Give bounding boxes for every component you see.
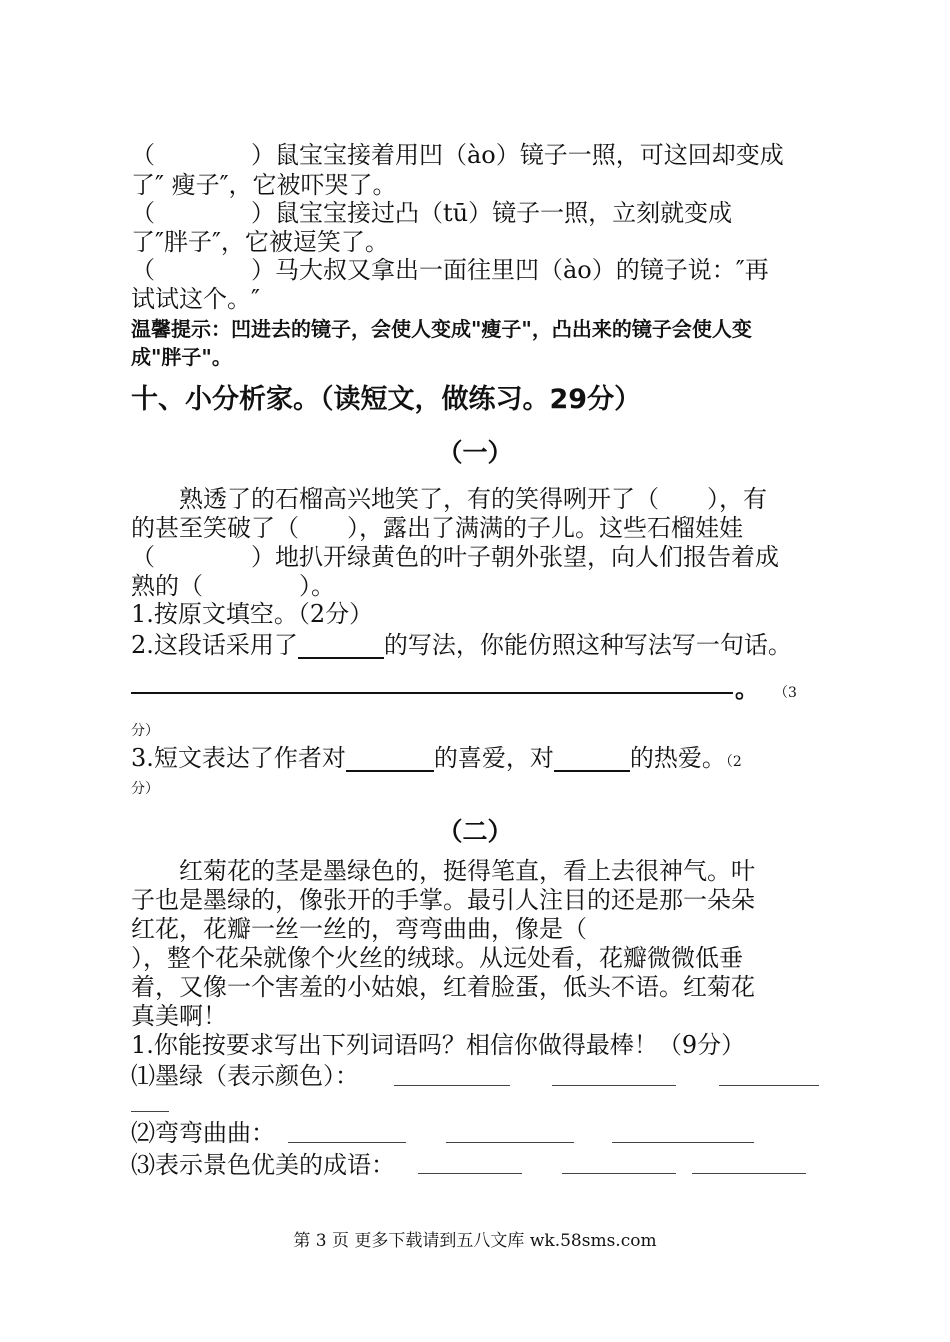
sub-question-1: ⑴墨绿（表示颜色）： (131, 1062, 359, 1090)
tip-line2: 成"胖子"。 (131, 345, 232, 369)
order-item-2-line1: （ ）鼠宝宝接过凸（tū）镜子一照，立刻就变成 (131, 199, 733, 227)
page-footer: 第 3 页 更多下载请到五八文库 wk.58sms.com (293, 1231, 657, 1251)
answer-line[interactable] (288, 1142, 406, 1143)
part1-question-3 (131, 743, 742, 777)
part2-passage-line: 子也是墨绿的，像张开的手掌。最引人注目的还是那一朵朵 (131, 886, 755, 914)
answer-line[interactable] (418, 1173, 522, 1174)
answer-blank[interactable] (554, 746, 630, 772)
part1-question-2 (131, 630, 792, 660)
question-2-score-cont: 分） (131, 723, 159, 739)
order-item-2-line2: 了″胖子″，它被逗笑了。 (131, 228, 389, 256)
answer-line[interactable] (394, 1085, 510, 1086)
answer-line[interactable] (131, 1111, 169, 1112)
answer-line[interactable] (719, 1085, 819, 1086)
order-item-1-line2: 了″ 瘦子″，它被吓哭了。 (131, 171, 397, 199)
question-3-prefix: 3.短文表达了作者对 (131, 744, 346, 772)
answer-line[interactable] (692, 1173, 806, 1174)
question-3-mid: 的喜爱，对 (433, 744, 554, 772)
part1-passage-line: 熟透了的石榴高兴地笑了，有的笑得咧开了（ ），有 (131, 485, 767, 513)
question-2-score: （3 (774, 685, 797, 701)
order-item-1-line1: （ ）鼠宝宝接着用凹（ào）镜子一照，可这回却变成 (131, 141, 784, 169)
section-title: 十、小分析家。（读短文，做练习。29分） (131, 384, 642, 415)
part2-passage-line: 真美啊！ (131, 1002, 227, 1030)
answer-line-period: 。 (735, 674, 759, 703)
answer-line[interactable] (552, 1085, 676, 1086)
part2-passage-line: 着，又像一个害羞的小姑娘，红着脸蛋，低头不语。红菊花 (131, 973, 755, 1001)
sub-question-2: ⑵弯弯曲曲： (131, 1119, 275, 1147)
part2-passage-line: 红花，花瓣一丝一丝的，弯弯曲曲，像是（ (131, 915, 587, 943)
tip-line1: 温馨提示：凹进去的镜子，会使人变成"瘦子"，凸出来的镜子会使人变 (131, 317, 752, 341)
answer-line[interactable] (612, 1142, 754, 1143)
question-3-score: （2 (725, 754, 742, 770)
part1-heading: （一） (437, 438, 513, 467)
part2-question-1: 1.你能按要求写出下列词语吗？相信你做得最棒！（9分） (131, 1031, 746, 1059)
question-2-prefix: 2.这段话采用了 (131, 631, 298, 659)
answer-blank[interactable] (346, 746, 434, 772)
answer-line[interactable] (562, 1173, 676, 1174)
order-item-3-line1: （ ）马大叔又拿出一面往里凹（ào）的镜子说：″再 (131, 256, 769, 284)
part2-passage-line: ），整个花朵就像个火丝的绒球。从远处看，花瓣微微低垂 (131, 944, 743, 972)
question-2-suffix: 的写法，你能仿照这种写法写一句话。 (383, 631, 792, 659)
part1-passage-line: （ ）地扒开绿黄色的叶子朝外张望，向人们报告着成 (131, 543, 779, 571)
order-item-3-line2: 试试这个。″ (131, 285, 260, 313)
answer-line[interactable] (131, 692, 733, 694)
sub-question-3: ⑶表示景色优美的成语： (131, 1151, 395, 1179)
answer-blank[interactable] (298, 633, 384, 659)
question-3-suffix: 的热爱。 (629, 744, 726, 772)
part1-question-1: 1.按原文填空。（2分） (131, 600, 374, 628)
part2-passage-line: 红菊花的茎是墨绿色的，挺得笔直，看上去很神气。叶 (131, 857, 755, 885)
answer-line[interactable] (446, 1142, 574, 1143)
part1-passage-line: 熟的（ ）。 (131, 572, 335, 600)
part2-heading: （二） (437, 817, 513, 846)
question-3-score-cont: 分） (131, 781, 159, 797)
part1-passage-line: 的甚至笑破了（ ），露出了满满的子儿。这些石榴娃娃 (131, 514, 743, 542)
